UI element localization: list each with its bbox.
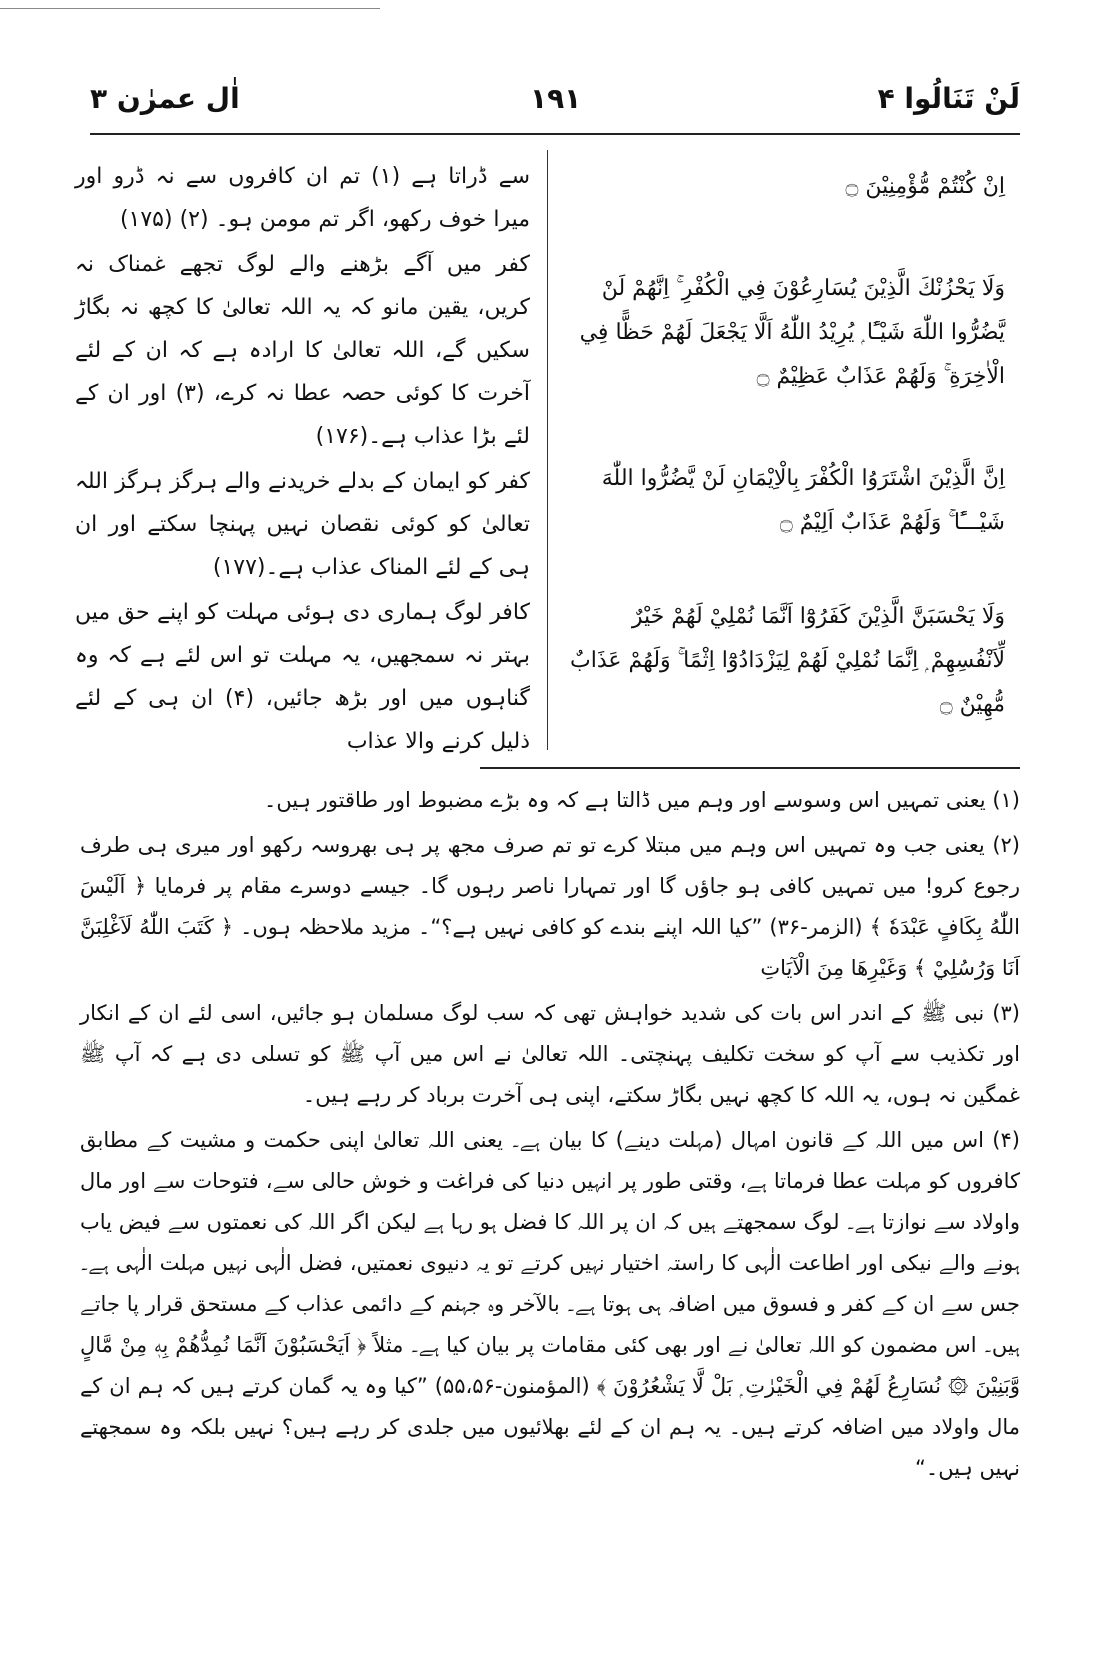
translation-178: کافر لوگ ہماری دی ہوئی مہلت کو اپنے حق میں بہتر نہ سمجھیں، یہ مہلت تو اس لئے ہے کہ وہ گناہوں میں اور بڑھ جائیں، (۴) ان ہی کے لئے ذلیل کرنے والا عذاب: [75, 600, 531, 754]
translation-177: کفر کو ایمان کے بدلے خریدنے والے ہرگز ہرگز اللہ تعالیٰ کو کوئی نقصان نہیں پہنچا سکتے اور ان ہی کے لئے المناک عذاب ہے۔(۱۷۷): [75, 469, 530, 580]
footnote-separator: [480, 767, 1020, 769]
footnote-2: (۲) یعنی جب وہ تمہیں اس وہم میں مبتلا کرے تو تم صرف مجھ پر ہی بھروسہ رکھو اور میری ہی طرف رجوع کرو! میں تمہیں کافی ہو جاؤں گا اور تمہارا ناصر رہوں گا۔ جیسے دوسرے مقام پر فرمایا ﴿ اَلَيْسَ اللّٰهُ بِكَافٍ عَبْدَهٗ ﴾ (الزمر-۳۶) ”کیا اللہ اپنے بندے کو کافی نہیں ہے؟“۔ مزید ملاحظہ ہوں۔ ﴿ كَتَبَ اللّٰهُ لَاَغْلِبَنَّ اَنَا وَرُسُلِيْ ﴾ وَغَيْرِهَا مِنَ الْآيَاتِ: [80, 833, 1020, 980]
ayah-177: اِنَّ الَّذِيْنَ اشْتَرَوُا الْكُفْرَ بِالْاِيْمَانِ لَنْ يَّضُرُّوا اللّٰهَ شَيْـــًٔا ۚ وَلَھُمْ عَذَابٌ اَلِيْمٌ ۝: [601, 466, 1005, 535]
page-header: [90, 82, 1020, 122]
translation-column: [75, 155, 531, 754]
juz-name: لَنْ تَنَالُوا ۴: [877, 82, 1020, 115]
footnote-1: (۱) یعنی تمہیں اس وسوسے اور وہم میں ڈالتا ہے کہ وہ بڑے مضبوط اور طاقتور ہیں۔: [264, 788, 1020, 812]
page-number: ۱۹۱: [530, 82, 582, 115]
translation-176: کفر میں آگے بڑھنے والے لوگ تجھے غمناک نہ کریں، یقین مانو کہ یہ اللہ تعالیٰ کا کچھ نہ بگاڑ سکیں گے، اللہ تعالیٰ کا ارادہ ہے کہ ان کے لئے آخرت کا کوئی حصہ عطا نہ کرے، (۳) اور ان کے لئے بڑا عذاب ہے۔(۱۷۶): [75, 252, 530, 449]
footnote-3: (۳) نبی ﷺ کے اندر اس بات کی شدید خواہش تھی کہ سب لوگ مسلمان ہو جائیں، اسی لئے ان کے انکار اور تکذیب سے آپ کو سخت تکلیف پہنچتی۔ اللہ تعالیٰ نے اس میں آپ ﷺ کو تسلی دی ہے کہ آپ ﷺ غمگین نہ ہوں، یہ اللہ کا کچھ نہیں بگاڑ سکتے، اپنی ہی آخرت برباد کر رہے ہیں۔: [80, 1001, 1020, 1107]
ayah-176: وَلَا يَحْزُنْكَ الَّذِيْنَ يُسَارِعُوْنَ فِي الْكُفْرِ ۚ اِنَّهُمْ لَنْ يَّضُرُّوا اللّٰهَ شَيْـًٔا ۭ يُرِيْدُ اللّٰهُ اَلَّا يَجْعَلَ لَھُمْ حَظًّا فِي الْاٰخِرَةِ ۚ وَلَھُمْ عَذَابٌ عَظِيْمٌ ۝: [579, 276, 1005, 389]
column-divider: [547, 150, 548, 750]
translation-175: سے ڈراتا ہے (۱) تم ان کافروں سے نہ ڈرو اور میرا خوف رکھو، اگر تم مومن ہو۔ (۲) (۱۷۵): [75, 164, 530, 232]
surah-name: اٰل عمرٰن ۳: [90, 82, 240, 115]
top-edge-rule: [0, 8, 380, 9]
ayah-175-end: اِنْ كُنْتُمْ مُّؤْمِنِيْنَ ۝: [845, 174, 1005, 199]
footnotes: [80, 780, 1020, 1640]
arabic-text-column: [565, 155, 1005, 745]
header-rule: [90, 133, 1020, 135]
footnote-4: (۴) اس میں اللہ کے قانون امہال (مہلت دینے) کا بیان ہے۔ یعنی اللہ تعالیٰ اپنی حکمت و مشیت کے مطابق کافروں کو مہلت عطا فرماتا ہے، وقتی طور پر انہیں دنیا کی فراغت و خوش حالی سے، فتوحات سے اور مال واولاد سے نوازتا ہے۔ لوگ سمجھتے ہیں کہ ان پر اللہ کا فضل ہو رہا ہے لیکن اگر اللہ کی نعمتوں سے فیض یاب ہونے والے نیکی اور اطاعت الٰہی کا راستہ اختیار نہیں کرتے تو یہ دنیوی نعمتیں، فضل الٰہی نہیں مہلت الٰہی ہے۔ جس سے ان کے کفر و فسوق میں اضافہ ہی ہوتا ہے۔ بالآخر وہ جہنم کے دائمی عذاب کے مستحق قرار پا جاتے ہیں۔ اس مضمون کو اللہ تعالیٰ نے اور بھی کئی مقامات پر بیان کیا ہے۔ مثلاً ﴿ اَيَحْسَبُوْنَ اَنَّمَا نُمِدُّهُمْ بِهٖ مِنْ مَّالٍ وَّبَنِيْنَ ۞ نُسَارِعُ لَهُمْ فِي الْخَيْرٰتِ ۭ بَلْ لَّا يَشْعُرُوْنَ ﴾ (المؤمنون-۵۵،۵۶) ”کیا وہ یہ گمان کرتے ہیں کہ ہم ان کے مال واولاد میں اضافہ کرتے ہیں۔ یہ ہم ان کے لئے بھلائیوں میں جلدی کر رہے ہیں؟ نہیں بلکہ وہ سمجھتے نہیں ہیں۔“: [80, 1128, 1020, 1480]
ayah-178: وَلَا يَحْسَبَنَّ الَّذِيْنَ كَفَرُوْٓا اَنَّمَا نُمْلِيْ لَھُمْ خَيْرٌ لِّاَنْفُسِھِمْ ۭ اِنَّمَا نُمْلِيْ لَھُمْ لِيَزْدَادُوْٓا اِثْمًا ۚ وَلَھُمْ عَذَابٌ مُّهِيْنٌ ۝: [570, 604, 1005, 717]
